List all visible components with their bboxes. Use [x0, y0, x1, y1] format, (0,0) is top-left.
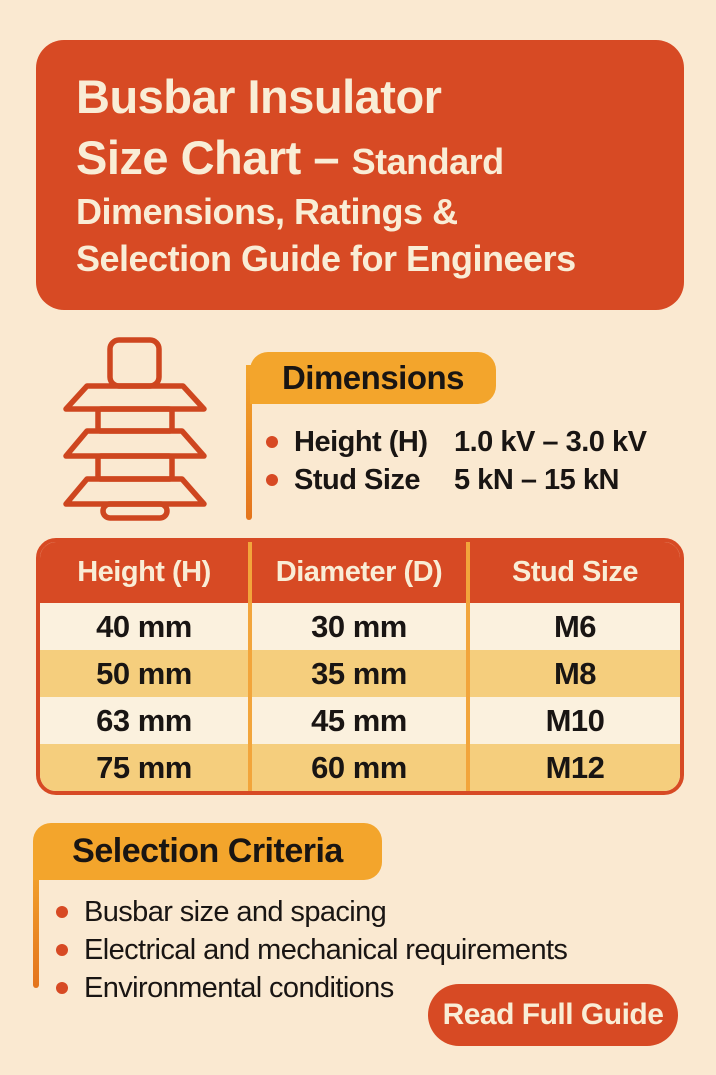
dimension-label: Height (H) — [294, 425, 428, 458]
table-cell: 60 mm — [248, 744, 466, 791]
list-item — [56, 895, 386, 929]
size-table — [36, 538, 684, 795]
selection-criteria-section-title — [33, 823, 382, 880]
table-cell: M8 — [466, 650, 680, 697]
table-cell: 30 mm — [248, 603, 466, 650]
table-cell: 75 mm — [96, 749, 192, 785]
table-cell: 45 mm — [248, 697, 466, 744]
title-line-2-bold: Size Chart – — [76, 131, 352, 184]
insulator-shed-2 — [66, 431, 204, 456]
insulator-icon — [62, 336, 208, 522]
table-row — [40, 603, 680, 650]
selection-title-text: Selection Criteria — [72, 832, 343, 870]
dimension-value: 5 kN – 15 kN — [454, 463, 619, 496]
insulator-shed-3 — [66, 479, 204, 504]
page-title — [76, 66, 646, 282]
dimension-item — [266, 462, 619, 498]
bullet-icon — [56, 982, 68, 994]
table-cell: M6 — [466, 603, 680, 650]
criteria-text: Environmental conditions — [84, 971, 394, 1004]
insulator-shed-1 — [66, 386, 204, 409]
table-header-cell: Height (H) — [77, 556, 211, 588]
table-header-cell: Stud Size — [466, 542, 680, 603]
bullet-icon — [266, 436, 278, 448]
table-header-cell: Diameter (D) — [248, 542, 466, 603]
insulator-neck-2 — [98, 456, 172, 479]
insulator-stud — [110, 340, 159, 386]
bullet-icon — [56, 944, 68, 956]
criteria-text: Electrical and mechanical requirements — [84, 933, 568, 966]
table-cell: 35 mm — [248, 650, 466, 697]
table-row — [40, 697, 680, 744]
title-line-2-rest: Standard — [351, 141, 504, 182]
table-cell: 63 mm — [96, 702, 192, 738]
bullet-icon — [56, 906, 68, 918]
table-cell: 50 mm — [96, 655, 192, 691]
read-full-guide-button[interactable]: Read Full Guide — [428, 984, 678, 1046]
table-cell: M12 — [466, 744, 680, 791]
dimension-item — [266, 424, 646, 460]
dimensions-title-text: Dimensions — [281, 359, 465, 396]
title-line-4: Selection Guide for Engineers — [76, 238, 576, 279]
table-row — [40, 650, 680, 697]
list-item — [56, 971, 394, 1005]
table-cell: 40 mm — [96, 608, 192, 644]
bullet-icon — [266, 474, 278, 486]
insulator-base — [103, 504, 167, 518]
criteria-text: Busbar size and spacing — [84, 895, 387, 928]
title-line-3: Dimensions, Ratings & — [76, 191, 458, 232]
table-row — [40, 744, 680, 791]
dimension-value: 1.0 kV – 3.0 kV — [454, 425, 647, 458]
header-card — [36, 40, 684, 310]
title-line-1: Busbar Insulator — [76, 70, 442, 123]
table-cell: M10 — [466, 697, 680, 744]
dimension-label: Stud Size — [294, 463, 421, 496]
insulator-neck-1 — [98, 409, 172, 431]
table-header-row — [40, 542, 680, 603]
list-item — [56, 933, 567, 967]
dimensions-section-title — [250, 352, 496, 404]
